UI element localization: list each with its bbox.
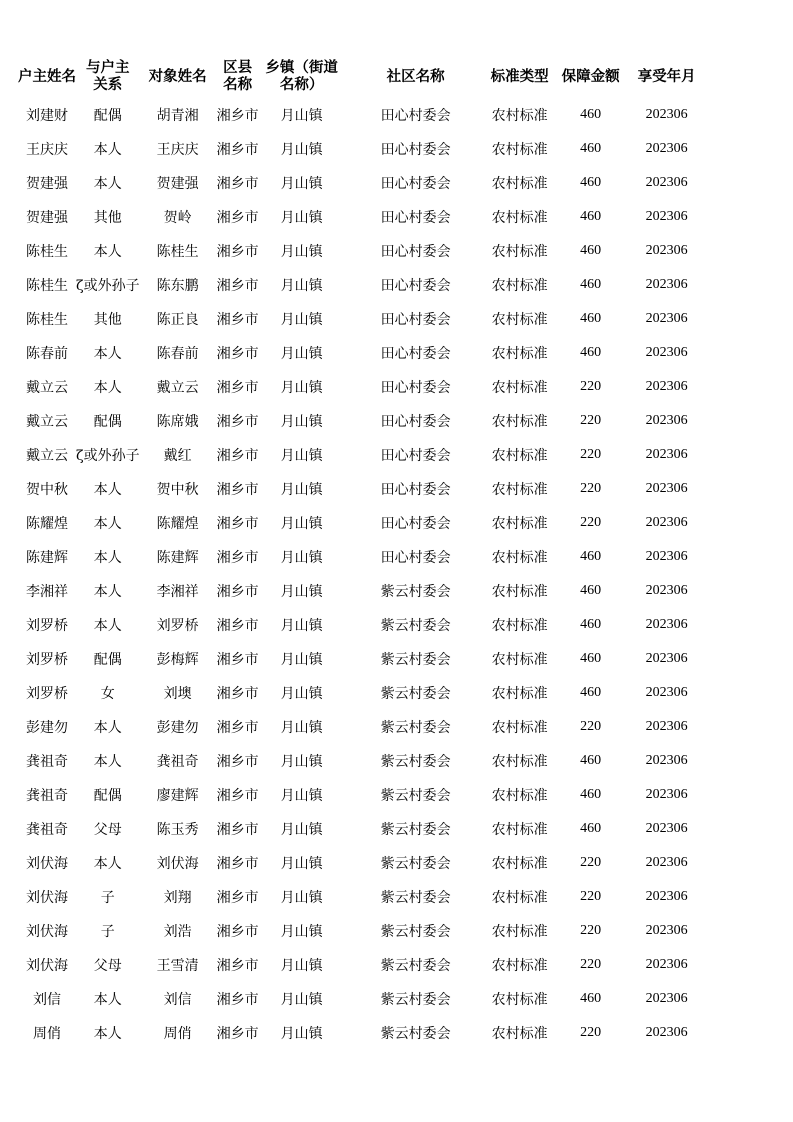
year-month-cell: 202306 bbox=[645, 1025, 688, 1040]
standard-type-cell: 农村标准 bbox=[491, 618, 548, 634]
amount-cell: 460 bbox=[580, 243, 602, 258]
relation-cell: 本人 bbox=[93, 856, 122, 872]
recipient-name-cell: 陈桂生 bbox=[156, 244, 199, 260]
head-of-household-cell: 陈耀煌 bbox=[26, 516, 68, 532]
town-cell: 月山镇 bbox=[280, 176, 323, 192]
relation-cell: 配偶 bbox=[93, 108, 122, 124]
standard-type-cell: 农村标准 bbox=[491, 346, 548, 362]
standard-type-cell: 农村标准 bbox=[491, 788, 548, 804]
recipient-name-cell: 龚祖奇 bbox=[156, 754, 199, 770]
standard-type-cell: 农村标准 bbox=[491, 958, 548, 974]
town-cell: 月山镇 bbox=[280, 958, 323, 974]
amount-cell: 460 bbox=[580, 175, 602, 190]
amount-cell: 220 bbox=[580, 957, 602, 972]
relation-cell: 本人 bbox=[93, 618, 122, 634]
amount-cell: 460 bbox=[580, 107, 602, 122]
town-cell: 月山镇 bbox=[280, 312, 323, 328]
relation-cell: 女 bbox=[100, 686, 115, 702]
county-cell: 湘乡市 bbox=[216, 754, 259, 770]
amount-cell: 460 bbox=[580, 209, 602, 224]
county-cell: 湘乡市 bbox=[216, 720, 259, 736]
recipient-name-header: 对象姓名 bbox=[148, 68, 207, 85]
relation-header: 与户主 关系 bbox=[86, 60, 130, 93]
relation-cell: 本人 bbox=[93, 550, 122, 566]
county-cell: 湘乡市 bbox=[216, 652, 259, 668]
recipient-name-cell: 彭梅辉 bbox=[156, 652, 199, 668]
standard-type-cell: 农村标准 bbox=[491, 550, 548, 566]
year-month-cell: 202306 bbox=[645, 209, 688, 224]
head-of-household-cell: 刘伏海 bbox=[26, 856, 68, 872]
recipient-name-cell: 贺岭 bbox=[163, 210, 192, 226]
recipient-name-cell: 陈建辉 bbox=[156, 550, 199, 566]
relation-cell: 本人 bbox=[93, 720, 122, 736]
town-cell: 月山镇 bbox=[280, 448, 323, 464]
year-month-cell: 202306 bbox=[645, 481, 688, 496]
amount-cell: 460 bbox=[580, 583, 602, 598]
standard-type-cell: 农村标准 bbox=[491, 652, 548, 668]
head-of-household-cell: 刘建财 bbox=[26, 108, 68, 124]
head-of-household-cell: 陈桂生 bbox=[26, 278, 68, 294]
year-month-cell: 202306 bbox=[645, 345, 688, 360]
table-row bbox=[18, 472, 704, 506]
standard-type-cell: 农村标准 bbox=[491, 924, 548, 940]
town-cell: 月山镇 bbox=[280, 108, 323, 124]
year-month-header: 享受年月 bbox=[637, 68, 696, 85]
relation-cell: 本人 bbox=[93, 482, 122, 498]
community-cell: 紫云村委会 bbox=[380, 856, 451, 872]
year-month-cell: 202306 bbox=[645, 651, 688, 666]
relation-cell: 本人 bbox=[93, 176, 122, 192]
town-cell: 月山镇 bbox=[280, 720, 323, 736]
relation-cell: 本人 bbox=[93, 754, 122, 770]
town-cell: 月山镇 bbox=[280, 584, 323, 600]
year-month-cell: 202306 bbox=[645, 685, 688, 700]
recipient-name-cell: 陈正良 bbox=[156, 312, 199, 328]
county-cell: 湘乡市 bbox=[216, 278, 259, 294]
recipient-name-cell: 王雪清 bbox=[156, 958, 199, 974]
head-of-household-cell: 刘罗桥 bbox=[26, 686, 68, 702]
community-cell: 田心村委会 bbox=[380, 176, 451, 192]
table-row bbox=[18, 608, 704, 642]
amount-cell: 460 bbox=[580, 753, 602, 768]
county-cell: 湘乡市 bbox=[216, 380, 259, 396]
town-cell: 月山镇 bbox=[280, 244, 323, 260]
town-cell: 月山镇 bbox=[280, 1026, 323, 1042]
county-cell: 湘乡市 bbox=[216, 788, 259, 804]
county-cell: 湘乡市 bbox=[216, 414, 259, 430]
year-month-cell: 202306 bbox=[645, 583, 688, 598]
standard-type-cell: 农村标准 bbox=[491, 482, 548, 498]
town-cell: 月山镇 bbox=[280, 550, 323, 566]
recipient-name-cell: 陈玉秀 bbox=[156, 822, 199, 838]
community-cell: 田心村委会 bbox=[380, 448, 451, 464]
county-cell: 湘乡市 bbox=[216, 210, 259, 226]
county-cell: 湘乡市 bbox=[216, 346, 259, 362]
standard-type-cell: 农村标准 bbox=[491, 448, 548, 464]
standard-type-cell: 农村标准 bbox=[491, 312, 548, 328]
town-header: 乡镇（街道 名称） bbox=[265, 60, 338, 93]
county-cell: 湘乡市 bbox=[216, 890, 259, 906]
community-cell: 紫云村委会 bbox=[380, 720, 451, 736]
amount-cell: 460 bbox=[580, 549, 602, 564]
county-cell: 湘乡市 bbox=[216, 822, 259, 838]
amount-cell: 460 bbox=[580, 685, 602, 700]
town-cell: 月山镇 bbox=[280, 686, 323, 702]
amount-cell: 460 bbox=[580, 651, 602, 666]
head-of-household-cell: 王庆庆 bbox=[26, 142, 68, 158]
amount-cell: 220 bbox=[580, 1025, 602, 1040]
town-cell: 月山镇 bbox=[280, 822, 323, 838]
relation-cell: 本人 bbox=[93, 142, 122, 158]
standard-type-cell: 农村标准 bbox=[491, 210, 548, 226]
assistance-roster-table bbox=[18, 56, 704, 1050]
recipient-name-cell: 贺中秋 bbox=[156, 482, 199, 498]
table-row bbox=[18, 744, 704, 778]
head-of-household-cell: 戴立云 bbox=[26, 380, 68, 396]
year-month-cell: 202306 bbox=[645, 957, 688, 972]
standard-type-cell: 农村标准 bbox=[491, 380, 548, 396]
relation-cell: 父母 bbox=[93, 822, 122, 838]
year-month-cell: 202306 bbox=[645, 277, 688, 292]
year-month-cell: 202306 bbox=[645, 311, 688, 326]
town-cell: 月山镇 bbox=[280, 414, 323, 430]
standard-type-cell: 农村标准 bbox=[491, 720, 548, 736]
town-cell: 月山镇 bbox=[280, 516, 323, 532]
table-row bbox=[18, 778, 704, 812]
amount-cell: 220 bbox=[580, 719, 602, 734]
community-cell: 紫云村委会 bbox=[380, 618, 451, 634]
table-row bbox=[18, 166, 704, 200]
relation-cell: ζ或外孙子 bbox=[76, 278, 140, 294]
head-of-household-cell: 贺中秋 bbox=[26, 482, 68, 498]
head-of-household-cell: 龚祖奇 bbox=[26, 788, 68, 804]
recipient-name-cell: 陈春前 bbox=[156, 346, 199, 362]
relation-cell: 本人 bbox=[93, 346, 122, 362]
table-row bbox=[18, 710, 704, 744]
county-cell: 湘乡市 bbox=[216, 958, 259, 974]
standard-type-cell: 农村标准 bbox=[491, 686, 548, 702]
standard-type-cell: 农村标准 bbox=[491, 754, 548, 770]
head-of-household-cell: 龚祖奇 bbox=[26, 754, 68, 770]
year-month-cell: 202306 bbox=[645, 379, 688, 394]
amount-cell: 460 bbox=[580, 277, 602, 292]
county-cell: 湘乡市 bbox=[216, 176, 259, 192]
recipient-name-cell: 彭建勿 bbox=[156, 720, 199, 736]
amount-cell: 220 bbox=[580, 481, 602, 496]
amount-cell: 460 bbox=[580, 141, 602, 156]
county-cell: 湘乡市 bbox=[216, 686, 259, 702]
table-row bbox=[18, 540, 704, 574]
table-row bbox=[18, 676, 704, 710]
standard-type-cell: 农村标准 bbox=[491, 992, 548, 1008]
head-of-household-cell: 刘信 bbox=[33, 992, 61, 1008]
table-row bbox=[18, 234, 704, 268]
head-of-household-cell: 刘罗桥 bbox=[26, 652, 68, 668]
county-cell: 湘乡市 bbox=[216, 618, 259, 634]
table-row bbox=[18, 846, 704, 880]
head-of-household-cell: 贺建强 bbox=[26, 210, 68, 226]
year-month-cell: 202306 bbox=[645, 719, 688, 734]
table-row bbox=[18, 812, 704, 846]
year-month-cell: 202306 bbox=[645, 617, 688, 632]
county-cell: 湘乡市 bbox=[216, 244, 259, 260]
town-cell: 月山镇 bbox=[280, 788, 323, 804]
town-cell: 月山镇 bbox=[280, 346, 323, 362]
standard-type-cell: 农村标准 bbox=[491, 822, 548, 838]
community-cell: 田心村委会 bbox=[380, 210, 451, 226]
community-cell: 紫云村委会 bbox=[380, 958, 451, 974]
county-header: 区县 名称 bbox=[223, 60, 253, 93]
amount-cell: 220 bbox=[580, 413, 602, 428]
county-cell: 湘乡市 bbox=[216, 108, 259, 124]
standard-type-cell: 农村标准 bbox=[491, 584, 548, 600]
table-row bbox=[18, 982, 704, 1016]
amount-cell: 220 bbox=[580, 923, 602, 938]
county-cell: 湘乡市 bbox=[216, 482, 259, 498]
recipient-name-cell: 陈耀煌 bbox=[156, 516, 199, 532]
county-cell: 湘乡市 bbox=[216, 856, 259, 872]
community-cell: 田心村委会 bbox=[380, 244, 451, 260]
relation-cell: 本人 bbox=[93, 380, 122, 396]
recipient-name-cell: 戴立云 bbox=[156, 380, 199, 396]
relation-cell: 其他 bbox=[93, 312, 122, 328]
town-cell: 月山镇 bbox=[280, 652, 323, 668]
year-month-cell: 202306 bbox=[645, 141, 688, 156]
head-of-household-cell: 刘伏海 bbox=[26, 890, 68, 906]
table-row bbox=[18, 574, 704, 608]
county-cell: 湘乡市 bbox=[216, 312, 259, 328]
county-cell: 湘乡市 bbox=[216, 448, 259, 464]
town-cell: 月山镇 bbox=[280, 992, 323, 1008]
recipient-name-cell: 刘翔 bbox=[163, 890, 192, 906]
table-row bbox=[18, 404, 704, 438]
table-row bbox=[18, 914, 704, 948]
community-cell: 紫云村委会 bbox=[380, 686, 451, 702]
head-of-household-cell: 陈春前 bbox=[26, 346, 68, 362]
amount-cell: 460 bbox=[580, 311, 602, 326]
head-of-household-header: 户主姓名 bbox=[18, 68, 76, 85]
relation-cell: 子 bbox=[100, 924, 115, 940]
town-cell: 月山镇 bbox=[280, 924, 323, 940]
recipient-name-cell: 刘信 bbox=[163, 992, 192, 1008]
amount-cell: 460 bbox=[580, 617, 602, 632]
county-cell: 湘乡市 bbox=[216, 516, 259, 532]
year-month-cell: 202306 bbox=[645, 243, 688, 258]
recipient-name-cell: 廖建辉 bbox=[156, 788, 199, 804]
relation-cell: 其他 bbox=[93, 210, 122, 226]
year-month-cell: 202306 bbox=[645, 549, 688, 564]
relation-cell: 配偶 bbox=[93, 788, 122, 804]
town-cell: 月山镇 bbox=[280, 856, 323, 872]
table-row bbox=[18, 1016, 704, 1050]
year-month-cell: 202306 bbox=[645, 515, 688, 530]
community-cell: 紫云村委会 bbox=[380, 1026, 451, 1042]
standard-type-cell: 农村标准 bbox=[491, 1026, 548, 1042]
standard-type-cell: 农村标准 bbox=[491, 108, 548, 124]
relation-cell: 配偶 bbox=[93, 652, 122, 668]
amount-cell: 460 bbox=[580, 991, 602, 1006]
amount-cell: 460 bbox=[580, 787, 602, 802]
year-month-cell: 202306 bbox=[645, 447, 688, 462]
table-body bbox=[18, 98, 704, 1050]
county-cell: 湘乡市 bbox=[216, 142, 259, 158]
head-of-household-cell: 龚祖奇 bbox=[26, 822, 68, 838]
community-cell: 田心村委会 bbox=[380, 380, 451, 396]
county-cell: 湘乡市 bbox=[216, 550, 259, 566]
table-row bbox=[18, 438, 704, 472]
head-of-household-cell: 李湘祥 bbox=[26, 584, 68, 600]
recipient-name-cell: 贺建强 bbox=[156, 176, 199, 192]
county-cell: 湘乡市 bbox=[216, 584, 259, 600]
amount-cell: 460 bbox=[580, 821, 602, 836]
town-cell: 月山镇 bbox=[280, 210, 323, 226]
year-month-cell: 202306 bbox=[645, 923, 688, 938]
community-cell: 紫云村委会 bbox=[380, 754, 451, 770]
year-month-cell: 202306 bbox=[645, 175, 688, 190]
amount-cell: 220 bbox=[580, 447, 602, 462]
recipient-name-cell: 王庆庆 bbox=[156, 142, 199, 158]
community-header: 社区名称 bbox=[386, 68, 445, 85]
community-cell: 田心村委会 bbox=[380, 142, 451, 158]
recipient-name-cell: 胡青湘 bbox=[156, 108, 199, 124]
year-month-cell: 202306 bbox=[645, 821, 688, 836]
table-row bbox=[18, 336, 704, 370]
community-cell: 紫云村委会 bbox=[380, 788, 451, 804]
recipient-name-cell: 周俏 bbox=[163, 1026, 192, 1042]
town-cell: 月山镇 bbox=[280, 754, 323, 770]
standard-type-cell: 农村标准 bbox=[491, 414, 548, 430]
town-cell: 月山镇 bbox=[280, 142, 323, 158]
head-of-household-cell: 刘罗桥 bbox=[26, 618, 68, 634]
year-month-cell: 202306 bbox=[645, 991, 688, 1006]
community-cell: 田心村委会 bbox=[380, 346, 451, 362]
county-cell: 湘乡市 bbox=[216, 1026, 259, 1042]
recipient-name-cell: 刘伏海 bbox=[156, 856, 199, 872]
community-cell: 紫云村委会 bbox=[380, 924, 451, 940]
relation-cell: 本人 bbox=[93, 992, 122, 1008]
standard-type-cell: 农村标准 bbox=[491, 516, 548, 532]
relation-cell: 本人 bbox=[93, 584, 122, 600]
year-month-cell: 202306 bbox=[645, 787, 688, 802]
head-of-household-cell: 刘伏海 bbox=[26, 924, 68, 940]
town-cell: 月山镇 bbox=[280, 278, 323, 294]
county-cell: 湘乡市 bbox=[216, 992, 259, 1008]
standard-type-cell: 农村标准 bbox=[491, 890, 548, 906]
community-cell: 田心村委会 bbox=[380, 414, 451, 430]
standard-type-header: 标准类型 bbox=[490, 68, 549, 85]
amount-cell: 220 bbox=[580, 515, 602, 530]
community-cell: 田心村委会 bbox=[380, 550, 451, 566]
recipient-name-cell: 戴红 bbox=[163, 448, 192, 464]
table-row bbox=[18, 302, 704, 336]
amount-header: 保障金额 bbox=[561, 68, 620, 85]
town-cell: 月山镇 bbox=[280, 482, 323, 498]
community-cell: 紫云村委会 bbox=[380, 992, 451, 1008]
standard-type-cell: 农村标准 bbox=[491, 142, 548, 158]
amount-cell: 460 bbox=[580, 345, 602, 360]
community-cell: 紫云村委会 bbox=[380, 652, 451, 668]
table-row bbox=[18, 948, 704, 982]
town-cell: 月山镇 bbox=[280, 380, 323, 396]
table-row bbox=[18, 200, 704, 234]
standard-type-cell: 农村标准 bbox=[491, 244, 548, 260]
table-row bbox=[18, 98, 704, 132]
head-of-household-cell: 戴立云 bbox=[26, 448, 68, 464]
head-of-household-cell: 彭建勿 bbox=[26, 720, 68, 736]
recipient-name-cell: 刘浩 bbox=[163, 924, 192, 940]
head-of-household-cell: 刘伏海 bbox=[26, 958, 68, 974]
amount-cell: 220 bbox=[580, 855, 602, 870]
relation-cell: 本人 bbox=[93, 244, 122, 260]
head-of-household-cell: 陈建辉 bbox=[26, 550, 68, 566]
table-row bbox=[18, 268, 704, 302]
community-cell: 田心村委会 bbox=[380, 482, 451, 498]
table-row bbox=[18, 370, 704, 404]
town-cell: 月山镇 bbox=[280, 618, 323, 634]
relation-cell: 配偶 bbox=[93, 414, 122, 430]
community-cell: 紫云村委会 bbox=[380, 584, 451, 600]
relation-cell: 本人 bbox=[93, 516, 122, 532]
table-row bbox=[18, 506, 704, 540]
town-cell: 月山镇 bbox=[280, 890, 323, 906]
community-cell: 紫云村委会 bbox=[380, 822, 451, 838]
community-cell: 田心村委会 bbox=[380, 108, 451, 124]
community-cell: 田心村委会 bbox=[380, 278, 451, 294]
community-cell: 田心村委会 bbox=[380, 312, 451, 328]
recipient-name-cell: 陈东鹏 bbox=[156, 278, 199, 294]
relation-cell: ζ或外孙子 bbox=[76, 448, 140, 464]
year-month-cell: 202306 bbox=[645, 855, 688, 870]
relation-cell: 本人 bbox=[93, 1026, 122, 1042]
head-of-household-cell: 戴立云 bbox=[26, 414, 68, 430]
community-cell: 紫云村委会 bbox=[380, 890, 451, 906]
county-cell: 湘乡市 bbox=[216, 924, 259, 940]
recipient-name-cell: 陈席娥 bbox=[156, 414, 199, 430]
table-header-row bbox=[18, 56, 704, 98]
recipient-name-cell: 刘墺 bbox=[163, 686, 192, 702]
year-month-cell: 202306 bbox=[645, 889, 688, 904]
head-of-household-cell: 陈桂生 bbox=[26, 312, 68, 328]
table-row bbox=[18, 642, 704, 676]
community-cell: 田心村委会 bbox=[380, 516, 451, 532]
head-of-household-cell: 陈桂生 bbox=[26, 244, 68, 260]
amount-cell: 220 bbox=[580, 379, 602, 394]
year-month-cell: 202306 bbox=[645, 413, 688, 428]
head-of-household-cell: 贺建强 bbox=[26, 176, 68, 192]
year-month-cell: 202306 bbox=[645, 753, 688, 768]
standard-type-cell: 农村标准 bbox=[491, 176, 548, 192]
recipient-name-cell: 李湘祥 bbox=[156, 584, 199, 600]
relation-cell: 子 bbox=[100, 890, 115, 906]
standard-type-cell: 农村标准 bbox=[491, 278, 548, 294]
year-month-cell: 202306 bbox=[645, 107, 688, 122]
relation-cell: 父母 bbox=[93, 958, 122, 974]
table-row bbox=[18, 880, 704, 914]
recipient-name-cell: 刘罗桥 bbox=[156, 618, 199, 634]
standard-type-cell: 农村标准 bbox=[491, 856, 548, 872]
amount-cell: 220 bbox=[580, 889, 602, 904]
head-of-household-cell: 周俏 bbox=[33, 1026, 61, 1042]
table-row bbox=[18, 132, 704, 166]
